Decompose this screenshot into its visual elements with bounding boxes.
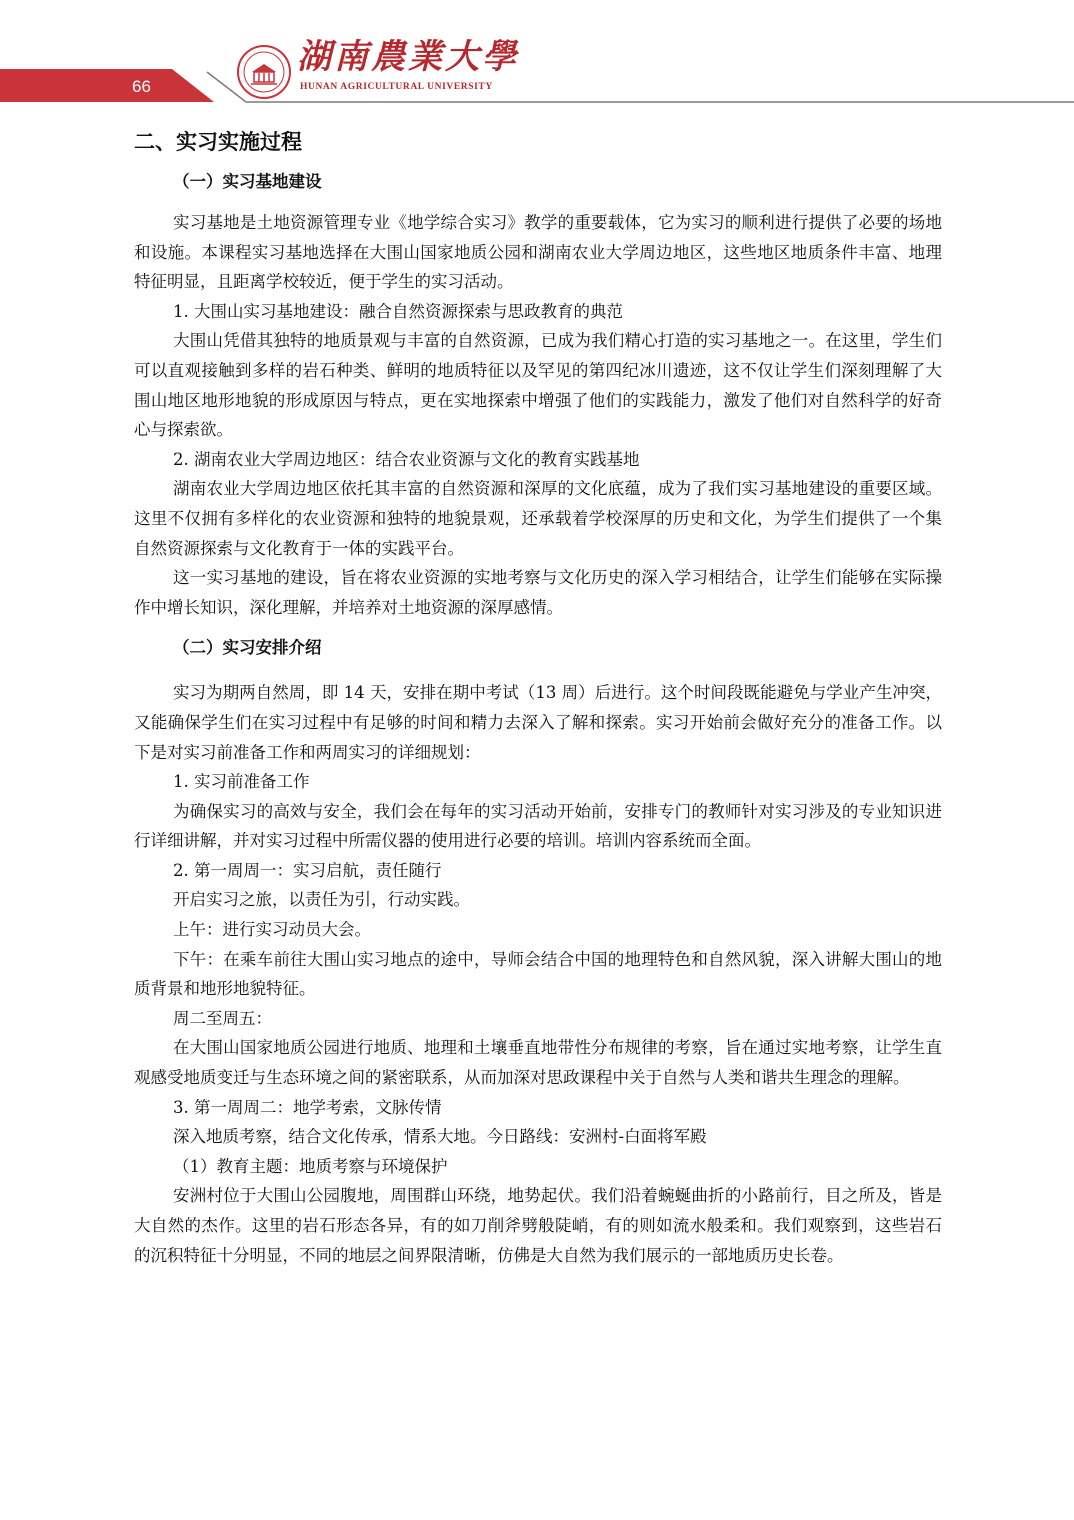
header-red-tab [0,69,214,102]
numbered-heading: 2. 第一周周一：实习启航，责任随行 [173,860,442,880]
university-name-cn: 湖南農業大學 [297,37,519,77]
paragraph: 上午：进行实习动员大会。 [173,920,371,940]
section-title: 二、实习实施过程 [134,130,302,154]
page-number: 66 [132,77,151,96]
paragraph: 为确保实习的高效与安全，我们会在每年的实习活动开始前，安排专门的教师针对实习涉及的专业知识进行详细讲解，并对实习过程中所需仪器的使用进行必要的培训。培训内容系统而全面。 [134,801,942,851]
subsection-title-2: （二）实习安排介绍 [173,638,322,658]
paragraph: 深入地质考察，结合文化传承，情系大地。今日路线：安洲村-白面将军殿 [173,1127,707,1147]
subsection-title-1: （一）实习基地建设 [173,172,322,191]
university-name-en: HUNAN AGRICULTURAL UNIVERSITY [300,82,493,92]
page-header [0,0,1074,110]
paragraph: 实习基地是土地资源管理专业《地学综合实习》教学的重要载体，它为实习的顺利进行提供了必要的场地和设施。本课程实习基地选择在大围山国家地质公园和湖南农业大学周边地区，这些地区地质条件丰富、地理特征明显，且距离学校较近，便于学生的实习活动。 [134,213,942,292]
paragraph: 湖南农业大学周边地区依托其丰富的自然资源和深厚的文化底蕴，成为了我们实习基地建设的重要区域。这里不仅拥有多样化的农业资源和独特的地貌景观，还承载着学校深厚的历史和文化，为学生们提供了一个集自然资源探索与文化教育于一体的实践平台。 [134,479,942,558]
page-content [134,126,942,1270]
paragraph: 实习为期两自然周，即 14 天，安排在期中考试（13 周）后进行。这个时间段既能避免与学业产生冲突，又能确保学生们在实习过程中有足够的时间和精力去深入了解和探索。实习开始前会做好充分的准备工作。以下是对实习前准备工作和两周实习的详细规划： [134,683,942,762]
paragraph: 开启实习之旅，以责任为引，行动实践。 [173,890,470,910]
numbered-heading: 2. 湖南农业大学周边地区：结合农业资源与文化的教育实践基地 [173,449,640,469]
university-seal-icon [236,44,292,100]
numbered-heading: （1）教育主题：地质考察与环境保护 [173,1156,448,1176]
paragraph: 这一实习基地的建设，旨在将农业资源的实地考察与文化历史的深入学习相结合，让学生们能够在实际操作中增长知识，深化理解，并培养对土地资源的深厚感情。 [134,568,942,617]
paragraph: 周二至周五： [173,1008,272,1028]
numbered-heading: 3. 第一周周二：地学考索，文脉传情 [173,1097,442,1117]
paragraph: 在大围山国家地质公园进行地质、地理和土壤垂直地带性分布规律的考察，旨在通过实地考察，让学生直观感受地质变迁与生态环境之间的紧密联系，从而加深对思政课程中关于自然与人类和谐共生理念的理解。 [134,1038,942,1088]
header-band [0,0,1074,110]
numbered-heading: 1. 实习前准备工作 [173,772,310,792]
numbered-heading: 1. 大围山实习基地建设：融合自然资源探索与思政教育的典范 [173,301,623,321]
paragraph: 下午：在乘车前往大围山实习地点的途中，导师会结合中国的地理特色和自然风貌，深入讲解大围山的地质背景和地形地貌特征。 [134,949,942,999]
paragraph: 大围山凭借其独特的地质景观与丰富的自然资源，已成为我们精心打造的实习基地之一。在这里，学生们可以直观接触到多样的岩石种类、鲜明的地质特征以及罕见的第四纪冰川遗迹，这不仅让学生们深刻理解了大围山地区地形地貌的形成原因与特点，更在实地探索中增强了他们的实践能力，激发了他们对自然科学的好奇心与探索欲。 [134,331,942,440]
paragraph: 安洲村位于大围山公园腹地，周围群山环绕，地势起伏。我们沿着蜿蜒曲折的小路前行，目之所及，皆是大自然的杰作。这里的岩石形态各异，有的如刀削斧劈般陡峭，有的则如流水般柔和。我们观察到，这些岩石的沉积特征十分明显，不同的地层之间界限清晰，仿佛是大自然为我们展示的一部地质历史长卷。 [134,1186,942,1265]
